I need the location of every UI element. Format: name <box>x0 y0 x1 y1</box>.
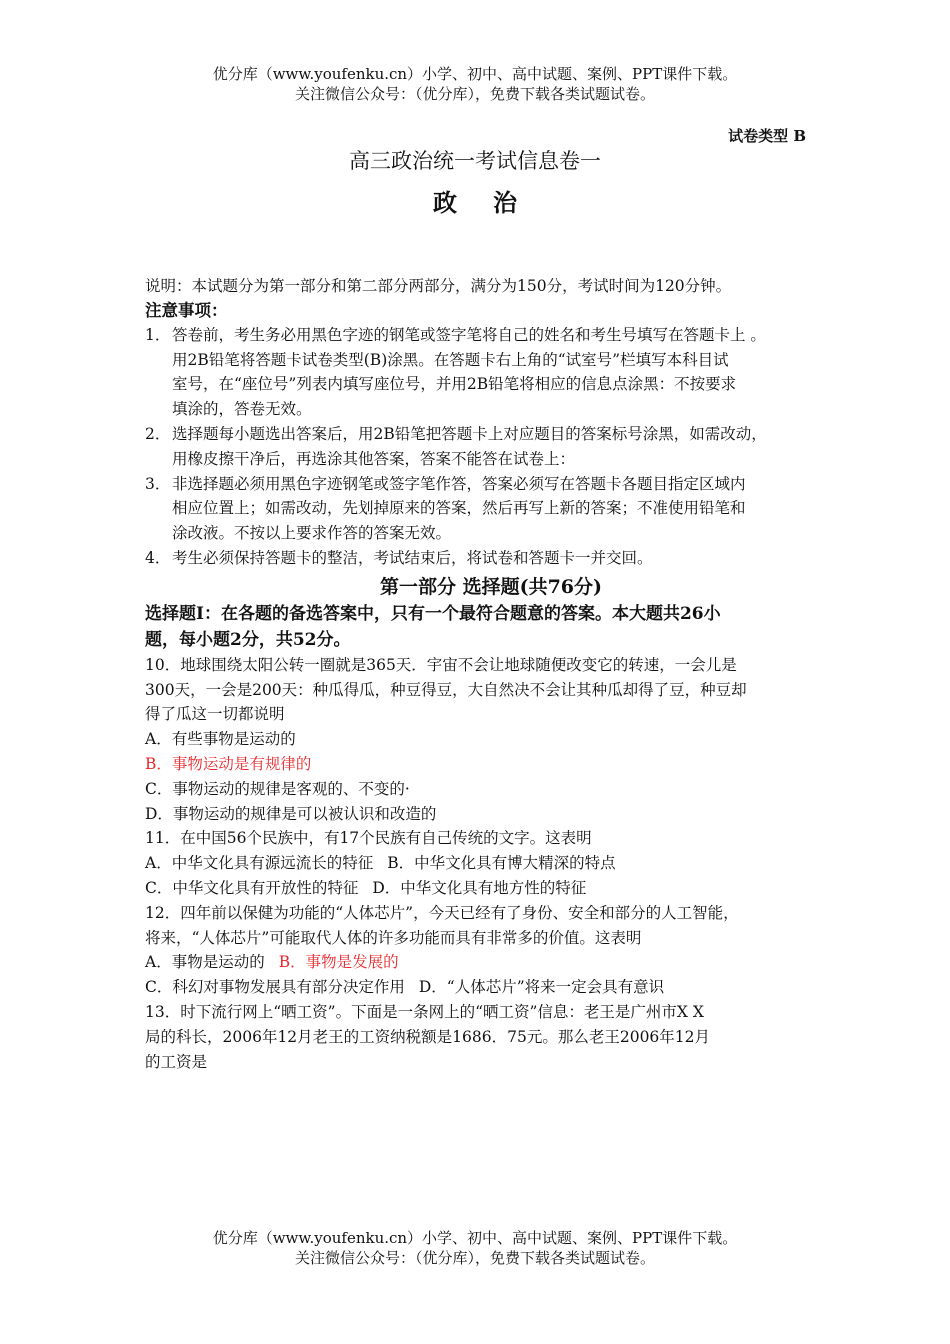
question-stem-line: 13．时下流行网上“晒工资”。下面是一条网上的“晒工资”信息：老王是广州市X X <box>145 1002 704 1021</box>
option-c: C．事物运动的规律是客观的、不变的· <box>145 779 410 798</box>
question-stem-line: 10．地球围绕太阳公转一圈就是365天．宇宙不会让地球随便改变它的转速，一会儿是 <box>145 655 737 674</box>
option-b: B．中华文化具有博大精深的特点 <box>387 854 616 873</box>
note-number: 2． <box>145 424 171 443</box>
exam-body <box>145 274 817 1074</box>
note-line: 室号，在“座位号”列表内填写座位号，并用2B铅笔将相应的信息点涂黑：不按要求 <box>172 375 737 394</box>
option-c: C．科幻对事物发展具有部分决定作用 <box>145 978 405 997</box>
options-row <box>145 876 817 901</box>
page-footer <box>0 1228 950 1268</box>
footer-line-2: 关注微信公众号：（优分库），免费下载各类试题试卷。 <box>294 1249 655 1267</box>
note-item <box>145 546 817 571</box>
options-row <box>145 950 817 975</box>
option-c: C．中华文化具有开放性的特征 <box>145 878 359 897</box>
note-item <box>145 472 817 546</box>
note-line: 用2B铅笔将答题卡试卷类型(B)涂黑。在答题卡右上角的“试室号”栏填写本科目试 <box>172 350 729 369</box>
option-a: A．中华文化具有源远流长的特征 <box>145 854 374 873</box>
option-a: A．事物是运动的 <box>145 953 265 972</box>
note-line: 考生必须保持答题卡的整洁，考试结束后，将试卷和答题卡一并交回。 <box>172 548 653 567</box>
question-stem-line: 11．在中国56个民族中，有17个民族有自己传统的文字。这表明 <box>145 829 592 848</box>
note-item <box>145 323 817 422</box>
option-d: D．事物运动的规律是可以被认识和改造的 <box>145 804 437 823</box>
page-header <box>0 64 950 104</box>
option-b-answer: B．事物运动是有规律的 <box>145 754 312 773</box>
note-number: 1． <box>145 325 171 344</box>
intro-text: 说明：本试题分为第一部分和第二部分两部分，满分为150分，考试时间为120分钟。 <box>145 277 732 295</box>
section-heading-line: 题，每小题2分，共52分。 <box>145 629 351 650</box>
options-row <box>145 975 817 1000</box>
options-row <box>145 851 817 876</box>
note-line: 涂改液。不按以上要求作答的答案无效。 <box>172 524 452 543</box>
exam-type-label: 试卷类型 B <box>728 127 806 145</box>
question-stem-line: 300天，一会是200天：种瓜得瓜，种豆得豆，大自然决不会让其种瓜却得了豆，种豆却 <box>145 680 747 699</box>
header-line-1: 优分库（www.youfenku.cn）小学、初中、高中试题、案例、PPT课件下载。 <box>212 65 738 83</box>
question-stem-line: 12．四年前以保健为功能的“人体芯片”，今天已经有了身份、安全和部分的人工智能， <box>145 903 739 922</box>
note-line: 答卷前，考生务必用黑色字迹的钢笔或签字笔将自己的姓名和考生号填写在答题卡上 。 <box>172 325 766 344</box>
question-11 <box>145 826 817 900</box>
option-b-answer: B．事物是发展的 <box>278 953 399 972</box>
option-a: A．有些事物是运动的 <box>145 730 296 749</box>
question-stem-line: 将来，“人体芯片”可能取代人体的许多功能而具有非常多的价值。这表明 <box>145 928 642 947</box>
notes-heading: 注意事项： <box>145 300 228 320</box>
question-stem-line: 的工资是 <box>145 1052 208 1071</box>
part-one-title: 第一部分 选择题(共76分) <box>379 575 603 598</box>
footer-line-1: 优分库（www.youfenku.cn）小学、初中、高中试题、案例、PPT课件下载。 <box>212 1229 738 1247</box>
note-number: 3． <box>145 474 171 493</box>
note-line: 相应位置上；如需改动，先划掉原来的答案，然后再写上新的答案；不准使用铅笔和 <box>172 499 746 518</box>
question-10 <box>145 653 817 827</box>
option-d: D．“人体芯片”将来一定会具有意识 <box>418 978 665 997</box>
question-stem-line: 局的科长，2006年12月老王的工资纳税额是1686．75元。那么老王2006年12月 <box>145 1027 711 1046</box>
question-13 <box>145 1000 817 1074</box>
section-heading-line: 选择题Ⅰ：在各题的备选答案中，只有一个最符合题意的答案。本大题共26小 <box>145 603 721 624</box>
note-line: 选择题每小题选出答案后，用2B铅笔把答题卡上对应题目的答案标号涂黑，如需改动， <box>172 424 767 443</box>
option-d: D．中华文化具有地方性的特征 <box>372 878 587 897</box>
note-number: 4． <box>145 548 171 567</box>
note-item <box>145 422 817 472</box>
exam-title: 高三政治统一考试信息卷一 <box>349 149 601 173</box>
note-line: 非选择题必须用黑色字迹钢笔或签字笔作答，答案必须写在答题卡各题目指定区域内 <box>172 474 746 493</box>
note-line: 用橡皮擦干净后，再选涂其他答案，答案不能答在试卷上： <box>172 449 576 468</box>
question-12 <box>145 901 817 1000</box>
question-stem-line: 得了瓜这一切都说明 <box>145 705 285 724</box>
header-line-2: 关注微信公众号：（优分库），免费下载各类试题试卷。 <box>294 85 655 103</box>
subject-title: 政治 <box>433 188 553 217</box>
note-line: 填涂的，答卷无效。 <box>172 400 312 419</box>
